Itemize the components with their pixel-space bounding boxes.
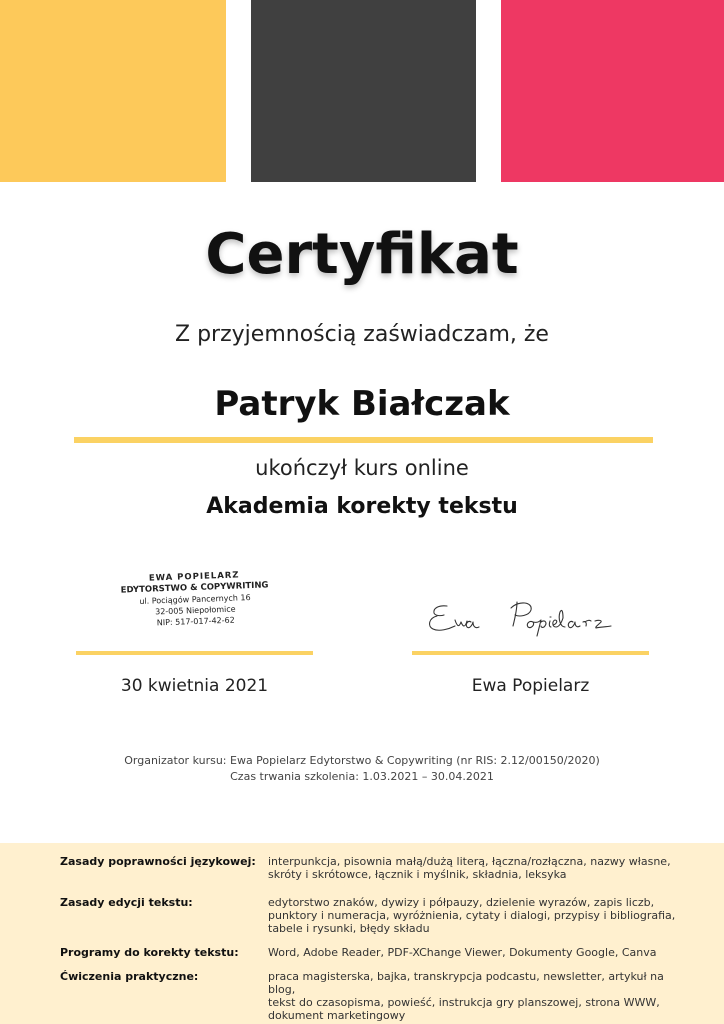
intro-text: Z przyjemnością zaświadczam, że [175, 322, 549, 347]
stamp-line-3: ul. Pociągów Pancernych 16 [139, 593, 251, 606]
details-value [268, 946, 688, 959]
details-value-line: praca magisterska, bajka, transkrypcja podcastu, newsletter, artykuł na blog, [268, 970, 664, 996]
name-underline [74, 437, 653, 443]
pink-color-block [501, 0, 724, 182]
details-value-line: skróty i skrótowce, łącznik i myślnik, składnia, leksyka [268, 868, 567, 881]
details-value-line: punktory i numeracja, wyróżnienia, cytaty i dialogi, przypisy i bibliografia, [268, 909, 676, 922]
details-label: Zasady edycji tekstu: [60, 896, 193, 909]
handwritten-signature [425, 596, 635, 640]
details-value [268, 896, 688, 935]
stamp-line-4: 32-005 Niepołomice [155, 604, 236, 617]
details-value-line: edytorstwo znaków, dywizy i półpauzy, dzielenie wyrazów, zapis liczb, [268, 896, 655, 909]
details-label: Ćwiczenia praktyczne: [60, 970, 199, 983]
company-stamp [99, 569, 291, 631]
details-label: Programy do korekty tekstu: [60, 946, 239, 959]
details-label: Zasady poprawności językowej: [60, 855, 256, 868]
stamp-line-5: NIP: 517-017-42-62 [156, 615, 235, 628]
course-duration-line: Czas trwania szkolenia: 1.03.2021 – 30.04.2021 [230, 770, 494, 783]
details-value [268, 855, 688, 881]
yellow-color-block [0, 0, 226, 182]
details-value-line: tabele i rysunki, błędy składu [268, 922, 430, 935]
course-name: Akademia korekty tekstu [206, 494, 518, 519]
stamp-line-2: EDYTORSTWO & COPYWRITING [120, 580, 269, 596]
certificate-title: Certyfikat [205, 222, 519, 287]
organizer-line: Organizator kursu: Ewa Popielarz Edytorstwo & Copywriting (nr RIS: 2.12/00150/2020) [124, 754, 600, 767]
issue-date: 30 kwietnia 2021 [120, 676, 269, 696]
details-value-line: interpunkcja, pisownia małą/dużą literą, łączna/rozłączna, nazwy własne, [268, 855, 671, 868]
completed-text: ukończył kurs online [255, 456, 469, 480]
details-value-line: Word, Adobe Reader, PDF-XChange Viewer, Dokumenty Google, Canva [268, 946, 657, 959]
date-signature-line [76, 651, 313, 655]
signer-name: Ewa Popielarz [471, 676, 590, 696]
details-value-line: tekst do czasopisma, powieść, instrukcja gry planszowej, strona WWW, [268, 996, 660, 1009]
details-value [268, 970, 688, 1022]
organizer-info [0, 753, 724, 785]
recipient-name: Patryk Białczak [214, 384, 510, 424]
signer-signature-line [412, 651, 649, 655]
dark-gray-color-block [251, 0, 476, 182]
course-details-panel [0, 843, 724, 1024]
details-value-line: dokument marketingowy [268, 1009, 406, 1022]
stamp-line-1: EWA POPIELARZ [148, 570, 240, 584]
